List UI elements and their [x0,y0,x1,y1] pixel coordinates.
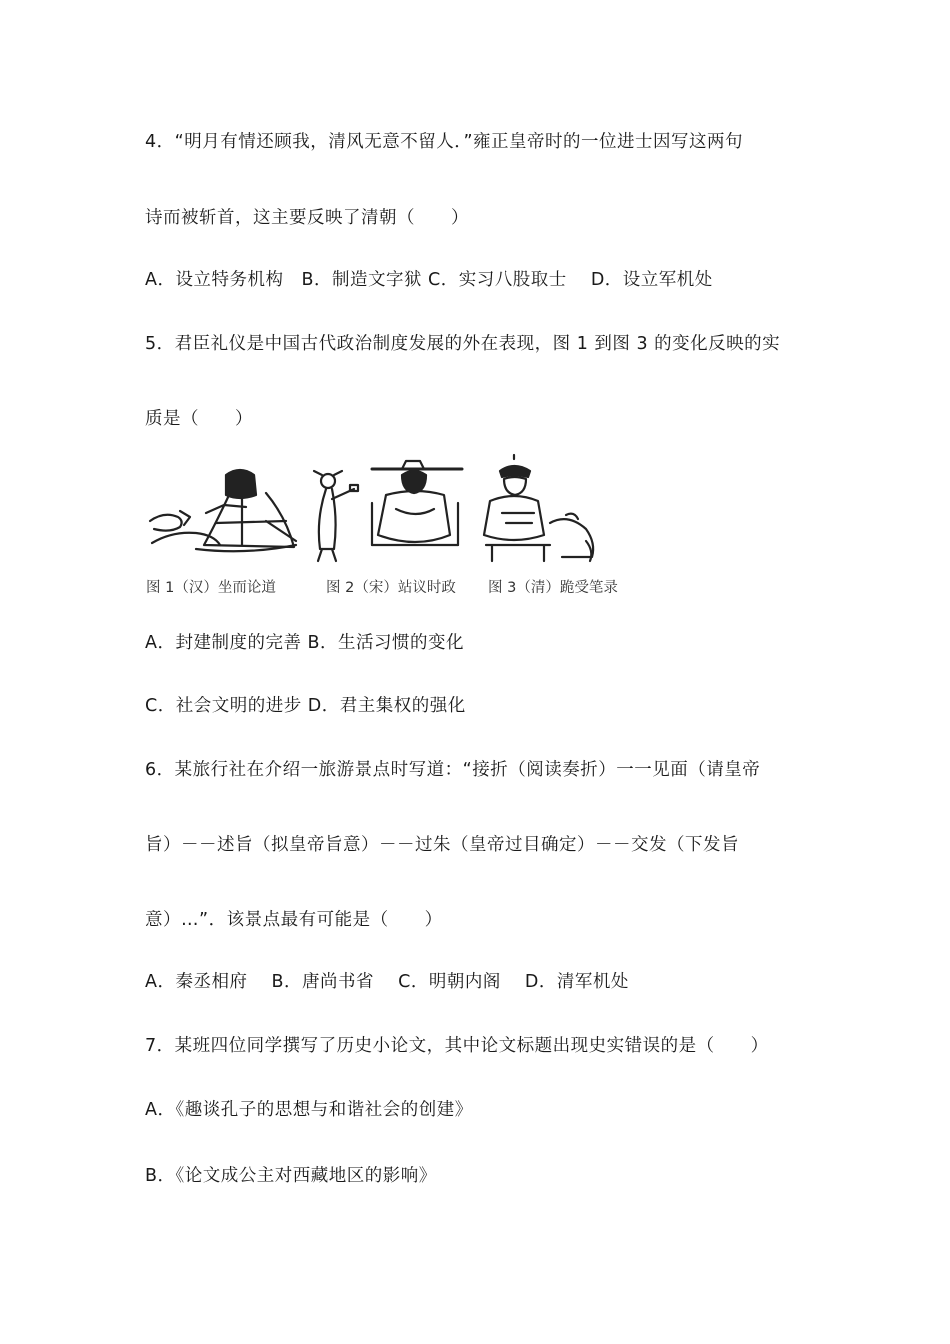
q6-stem-line3: 意）…”．该景点最有可能是（ ） [145,910,443,930]
q5-stem-line1: 5．君臣礼仪是中国古代政治制度发展的外在表现，图 1 到图 3 的变化反映的实 [145,334,781,354]
q5-stem-line2: 质是（ ） [145,409,253,429]
q4-stem-line1: 4．“明月有情还顾我，清风无意不留人．”雍正皇帝时的一位进士因写这两句 [145,132,744,152]
court-etiquette-figure [146,453,636,603]
q7-option-a: A．《趣谈孔子的思想与和谐社会的创建》 [145,1100,473,1120]
q4-stem-line2: 诗而被斩首，这主要反映了清朝（ ） [145,208,469,228]
court-etiquette-illustration [146,453,636,579]
q5-options-row2: C．社会文明的进步 D．君主集权的强化 [145,696,466,716]
q6-stem-line2: 旨）－－述旨（拟皇帝旨意）－－过朱（皇帝过目确定）－－交发（下发旨 [145,835,739,855]
q6-options: A．秦丞相府 B．唐尚书省 C．明朝内阁 D．清军机处 [145,972,629,992]
figure-3-caption: 图 3（清）跪受笔录 [488,580,618,596]
q5-options-row1: A．封建制度的完善 B．生活习惯的变化 [145,633,465,653]
q4-options: A．设立特务机构 B．制造文字狱 C．实习八股取士 D．设立军机处 [145,270,713,290]
q7-option-b: B．《论文成公主对西藏地区的影响》 [145,1166,437,1186]
q7-stem-line1: 7．某班四位同学撰写了历史小论文，其中论文标题出现史实错误的是（ ） [145,1036,769,1056]
figure-1-caption: 图 1（汉）坐而论道 [146,580,276,596]
q6-stem-line1: 6．某旅行社在介绍一旅游景点时写道：“接折（阅读奏折）一一见面（请皇帝 [145,760,761,780]
figure-2-caption: 图 2（宋）站议时政 [326,580,456,596]
